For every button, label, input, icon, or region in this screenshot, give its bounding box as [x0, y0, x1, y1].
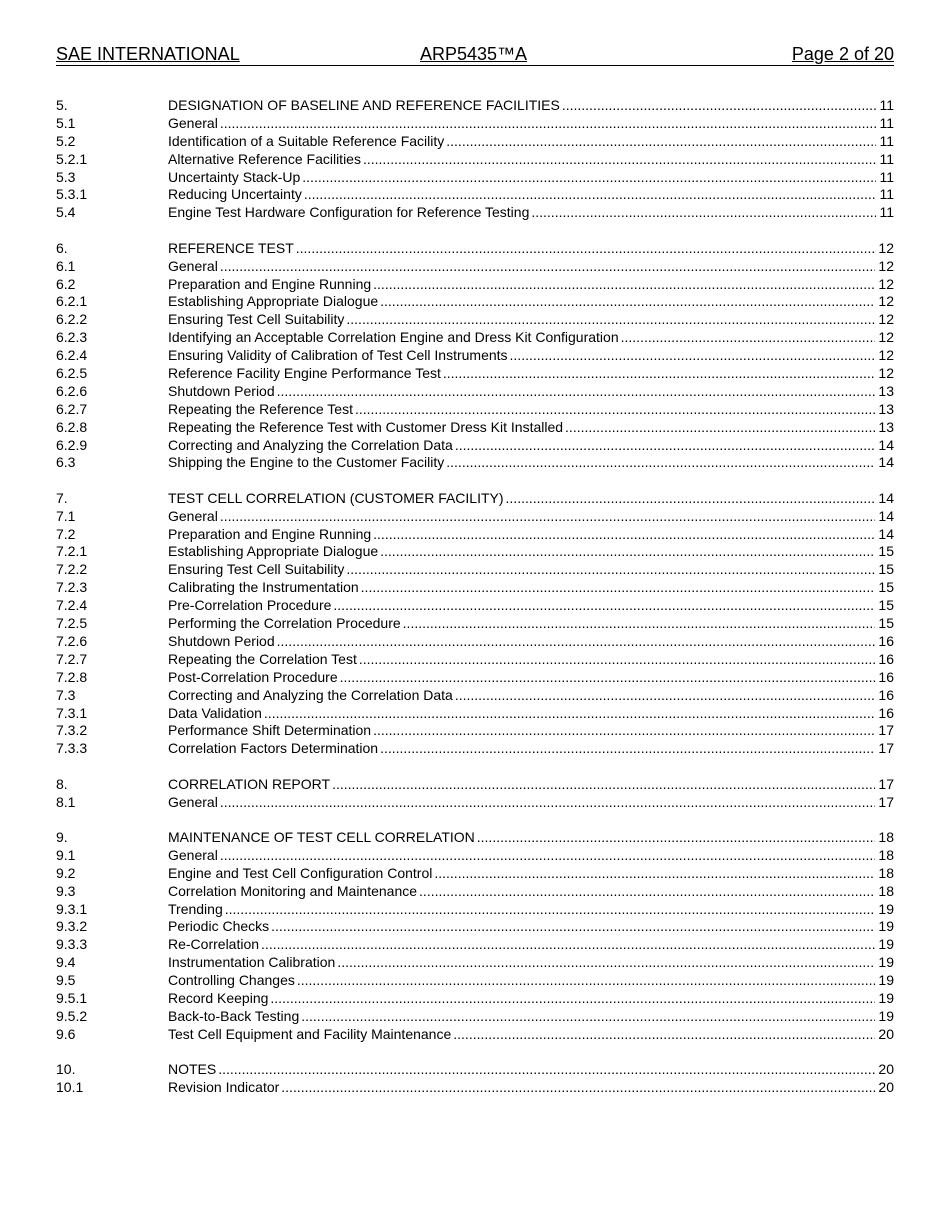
toc-entry-title: Engine and Test Cell Configuration Control .....	[168, 865, 434, 881]
toc-section	[56, 490, 894, 758]
toc-entry-title: Performing the Correlation Procedure .....	[168, 615, 403, 631]
toc-entry-body	[168, 383, 894, 401]
toc-entry-body	[168, 543, 894, 561]
toc-entry-title: Post-Correlation Procedure .....	[168, 669, 340, 685]
toc-entry-number: 7.2.4	[56, 597, 88, 614]
toc-entry-title: NOTES .....	[168, 1061, 218, 1077]
toc-entry-title: Trending .....	[168, 901, 225, 917]
toc-entry-title: Alternative Reference Facilities .....	[168, 151, 363, 167]
toc-entry-body	[168, 883, 894, 901]
toc-entry-number: 10.1	[56, 1079, 84, 1096]
toc-entry-number: 7.3.2	[56, 722, 88, 739]
toc-entry-page: 18	[875, 829, 894, 847]
toc-entry-body	[168, 186, 894, 204]
toc-entry-number: 6.2.1	[56, 293, 88, 310]
toc-entry[interactable]	[56, 383, 894, 401]
toc-entry-body	[168, 597, 894, 615]
toc-entry-title: General .....	[168, 508, 220, 524]
toc-entry[interactable]	[56, 151, 894, 169]
toc-entry-title: Preparation and Engine Running .....	[168, 526, 373, 542]
toc-entry-page: 14	[875, 508, 894, 526]
toc-entry-body	[168, 918, 894, 936]
toc-entry-page: 17	[875, 794, 894, 812]
toc-entry-page: 16	[875, 669, 894, 687]
toc-entry-number: 5.3.1	[56, 186, 88, 203]
toc-entry[interactable]	[56, 115, 894, 133]
toc-entry-page: 14	[875, 490, 894, 508]
toc-entry[interactable]	[56, 240, 894, 258]
toc-entry[interactable]	[56, 776, 894, 794]
toc-entry-title: Repeating the Reference Test with Customer Dress Kit Installed .....	[168, 419, 565, 435]
toc-entry-number: 7.3	[56, 686, 76, 703]
toc-entry-page: 12	[875, 276, 894, 294]
toc-entry-title: Reference Facility Engine Performance Test .....	[168, 365, 443, 381]
toc-entry-body	[168, 865, 894, 883]
toc-entry[interactable]	[56, 722, 894, 740]
toc-entry-body	[168, 311, 894, 329]
toc-entry-number: 7.2.7	[56, 650, 88, 667]
toc-entry-page: 19	[875, 990, 894, 1008]
toc-entry-title: Calibrating the Instrumentation .....	[168, 579, 361, 595]
toc-entry[interactable]	[56, 651, 894, 669]
toc-entry[interactable]	[56, 347, 894, 365]
toc-entry-page: 19	[875, 954, 894, 972]
toc-entry-page: 11	[876, 151, 894, 169]
toc-entry-page: 14	[875, 526, 894, 544]
toc-entry-body	[168, 437, 894, 455]
toc-entry-number: 9.2	[56, 864, 76, 881]
toc-entry-page: 16	[875, 633, 894, 651]
toc-entry[interactable]	[56, 437, 894, 455]
toc-section	[56, 240, 894, 473]
toc-entry[interactable]	[56, 883, 894, 901]
toc-entry-body	[168, 508, 894, 526]
toc-entry-title: DESIGNATION OF BASELINE AND REFERENCE FACILITIES .....	[168, 97, 562, 113]
toc-entry-title: Reducing Uncertainty .....	[168, 186, 304, 202]
toc-entry-body	[168, 293, 894, 311]
header-document-number: ARP5435™A	[420, 44, 528, 64]
toc-entry-number: 9.3.3	[56, 936, 88, 953]
toc-entry-number: 6.2.5	[56, 364, 88, 381]
toc-entry-body	[168, 1061, 894, 1079]
toc-entry-page: 18	[875, 883, 894, 901]
toc-entry-body	[168, 794, 894, 812]
toc-entry-page: 11	[876, 97, 894, 115]
toc-entry-title: Uncertainty Stack-Up .....	[168, 169, 302, 185]
toc-entry-page: 16	[875, 705, 894, 723]
toc-entry-number: 7.3.3	[56, 740, 88, 757]
toc-entry-title: Establishing Appropriate Dialogue .....	[168, 543, 380, 559]
toc-entry-title: Repeating the Reference Test .....	[168, 401, 355, 417]
toc-entry[interactable]	[56, 615, 894, 633]
toc-entry-title: Performance Shift Determination .....	[168, 722, 373, 738]
toc-entry[interactable]	[56, 204, 894, 222]
toc-entry[interactable]	[56, 794, 894, 812]
toc-entry[interactable]	[56, 705, 894, 723]
toc-entry-page: 15	[875, 561, 894, 579]
toc-entry-title: General .....	[168, 794, 220, 810]
toc-entry-page: 18	[875, 847, 894, 865]
toc-entry-number: 5.3	[56, 168, 76, 185]
toc-entry-title: Identification of a Suitable Reference Facility .....	[168, 133, 446, 149]
toc-entry-title: General .....	[168, 115, 220, 131]
toc-entry[interactable]	[56, 990, 894, 1008]
toc-entry-title: Controlling Changes .....	[168, 972, 297, 988]
toc-entry-number: 5.2	[56, 132, 76, 149]
toc-entry-page: 12	[875, 347, 894, 365]
toc-entry-body	[168, 401, 894, 419]
toc-entry-body	[168, 615, 894, 633]
toc-entry-body	[168, 97, 894, 115]
toc-entry-number: 6.2.8	[56, 418, 88, 435]
toc-entry-page: 15	[875, 579, 894, 597]
toc-entry-number: 6.	[56, 239, 68, 256]
toc-entry[interactable]	[56, 597, 894, 615]
toc-entry-body	[168, 1008, 894, 1026]
toc-entry-title: Re-Correlation .....	[168, 936, 261, 952]
toc-entry-body	[168, 633, 894, 651]
toc-entry-title: Ensuring Test Cell Suitability .....	[168, 311, 346, 327]
toc-entry[interactable]	[56, 133, 894, 151]
toc-entry-body	[168, 115, 894, 133]
toc-entry-page: 14	[875, 437, 894, 455]
toc-entry-body	[168, 847, 894, 865]
toc-entry[interactable]	[56, 311, 894, 329]
toc-entry[interactable]	[56, 847, 894, 865]
toc-entry-body	[168, 972, 894, 990]
toc-entry-page: 15	[875, 597, 894, 615]
toc-entry-title: Revision Indicator .....	[168, 1079, 281, 1095]
toc-entry-body	[168, 936, 894, 954]
toc-entry-page: 12	[875, 258, 894, 276]
toc-entry-page: 12	[875, 365, 894, 383]
toc-entry-page: 19	[875, 901, 894, 919]
toc-entry-number: 9.4	[56, 954, 76, 971]
toc-entry-page: 19	[875, 972, 894, 990]
toc-entry-number: 9.5.1	[56, 989, 88, 1006]
toc-entry-title: Ensuring Validity of Calibration of Test Cell Instruments .....	[168, 347, 510, 363]
toc-entry-title: Shutdown Period .....	[168, 633, 277, 649]
toc-entry-number: 7.2.1	[56, 543, 88, 560]
toc-entry-body	[168, 561, 894, 579]
toc-entry[interactable]	[56, 865, 894, 883]
toc-entry[interactable]	[56, 561, 894, 579]
toc-entry-title: Engine Test Hardware Configuration for Reference Testing .....	[168, 204, 531, 220]
toc-entry-body	[168, 276, 894, 294]
toc-entry-body	[168, 954, 894, 972]
toc-entry-body	[168, 419, 894, 437]
toc-entry-number: 6.2.3	[56, 329, 88, 346]
toc-entry[interactable]	[56, 1079, 894, 1097]
toc-entry[interactable]	[56, 740, 894, 758]
toc-entry-page: 16	[875, 651, 894, 669]
toc-entry-page: 11	[876, 133, 894, 151]
toc-entry-page: 20	[875, 1026, 894, 1044]
toc-entry-number: 9.5.2	[56, 1007, 88, 1024]
toc-entry-title: Correcting and Analyzing the Correlation Data .....	[168, 687, 455, 703]
toc-entry-page: 13	[875, 401, 894, 419]
toc-entry-body	[168, 258, 894, 276]
toc-entry-number: 9.3.1	[56, 900, 88, 917]
toc-entry-page: 19	[875, 918, 894, 936]
toc-entry-page: 17	[875, 722, 894, 740]
toc-entry-page: 13	[875, 383, 894, 401]
toc-entry-body	[168, 526, 894, 544]
toc-entry-body	[168, 151, 894, 169]
toc-entry[interactable]	[56, 687, 894, 705]
toc-entry[interactable]	[56, 365, 894, 383]
toc-entry-title: Correcting and Analyzing the Correlation Data .....	[168, 437, 455, 453]
toc-entry-body	[168, 133, 894, 151]
toc-entry-number: 7.3.1	[56, 704, 88, 721]
toc-entry-page: 15	[875, 615, 894, 633]
toc-entry-number: 5.4	[56, 204, 76, 221]
toc-entry-number: 9.1	[56, 846, 76, 863]
toc-entry[interactable]	[56, 936, 894, 954]
toc-entry-page: 16	[875, 687, 894, 705]
toc-entry[interactable]	[56, 490, 894, 508]
toc-entry-page: 18	[875, 865, 894, 883]
table-of-contents	[56, 97, 894, 1114]
toc-entry-number: 6.2.9	[56, 436, 88, 453]
toc-entry[interactable]	[56, 633, 894, 651]
toc-entry-page: 14	[875, 454, 894, 472]
toc-entry-body	[168, 169, 894, 187]
toc-entry-number: 6.2.6	[56, 382, 88, 399]
toc-entry-number: 7.2.6	[56, 632, 88, 649]
toc-entry-number: 7.2.5	[56, 615, 88, 632]
toc-section	[56, 776, 894, 812]
toc-entry-body	[168, 579, 894, 597]
toc-entry[interactable]	[56, 1026, 894, 1044]
toc-entry[interactable]	[56, 186, 894, 204]
toc-entry-body	[168, 705, 894, 723]
toc-entry-title: Identifying an Acceptable Correlation Engine and Dress Kit Configuration .....	[168, 329, 621, 345]
toc-entry[interactable]	[56, 669, 894, 687]
toc-entry-number: 6.2.2	[56, 311, 88, 328]
toc-entry-number: 5.	[56, 97, 68, 113]
toc-entry[interactable]	[56, 293, 894, 311]
page-header	[56, 43, 894, 66]
toc-entry-page: 15	[875, 543, 894, 561]
toc-entry-page: 11	[876, 186, 894, 204]
toc-entry-number: 8.	[56, 775, 68, 792]
toc-entry-body	[168, 901, 894, 919]
toc-entry[interactable]	[56, 454, 894, 472]
toc-entry-title: General .....	[168, 847, 220, 863]
toc-entry-body	[168, 829, 894, 847]
toc-entry[interactable]	[56, 1061, 894, 1079]
toc-entry-number: 7.1	[56, 507, 76, 524]
header-organization: SAE INTERNATIONAL	[56, 44, 240, 64]
toc-entry-number: 7.2.3	[56, 579, 88, 596]
toc-entry-title: Test Cell Equipment and Facility Maintenance .....	[168, 1026, 453, 1042]
toc-entry[interactable]	[56, 579, 894, 597]
toc-entry[interactable]	[56, 526, 894, 544]
toc-entry[interactable]	[56, 258, 894, 276]
toc-entry-title: Establishing Appropriate Dialogue .....	[168, 293, 380, 309]
toc-entry-body	[168, 776, 894, 794]
toc-entry[interactable]	[56, 954, 894, 972]
toc-entry-body	[168, 687, 894, 705]
toc-entry[interactable]	[56, 901, 894, 919]
toc-entry-title: Back-to-Back Testing .....	[168, 1008, 301, 1024]
toc-section	[56, 97, 894, 222]
toc-entry-title: Correlation Monitoring and Maintenance .....	[168, 883, 419, 899]
toc-entry[interactable]	[56, 401, 894, 419]
toc-entry-body	[168, 1026, 894, 1044]
toc-entry[interactable]	[56, 276, 894, 294]
toc-entry[interactable]	[56, 329, 894, 347]
toc-entry-number: 9.3.2	[56, 918, 88, 935]
toc-entry-number: 7.2	[56, 525, 76, 542]
toc-entry-number: 8.1	[56, 793, 76, 810]
toc-entry[interactable]	[56, 169, 894, 187]
toc-entry-title: CORRELATION REPORT .....	[168, 776, 332, 792]
toc-entry-number: 6.2	[56, 275, 76, 292]
toc-entry[interactable]	[56, 829, 894, 847]
toc-entry-page: 17	[875, 776, 894, 794]
toc-entry-number: 6.3	[56, 454, 76, 471]
toc-entry-title: Instrumentation Calibration .....	[168, 954, 337, 970]
toc-entry-number: 7.	[56, 489, 68, 506]
toc-entry-title: Periodic Checks .....	[168, 918, 271, 934]
toc-entry-body	[168, 490, 894, 508]
toc-entry-body	[168, 329, 894, 347]
toc-entry[interactable]	[56, 918, 894, 936]
toc-entry-number: 5.2.1	[56, 150, 88, 167]
toc-entry-page: 13	[875, 419, 894, 437]
toc-entry-title: Ensuring Test Cell Suitability .....	[168, 561, 346, 577]
toc-entry-page: 19	[875, 1008, 894, 1026]
toc-entry-title: Preparation and Engine Running .....	[168, 276, 373, 292]
toc-entry-number: 9.5	[56, 972, 76, 989]
toc-entry-body	[168, 669, 894, 687]
toc-entry-page: 11	[876, 169, 894, 187]
toc-entry[interactable]	[56, 543, 894, 561]
toc-entry-number: 7.2.2	[56, 561, 88, 578]
toc-entry-number: 9.6	[56, 1025, 76, 1042]
toc-entry-title: General .....	[168, 258, 220, 274]
toc-entry-body	[168, 722, 894, 740]
toc-entry-number: 6.2.7	[56, 400, 88, 417]
toc-entry-body	[168, 1079, 894, 1097]
toc-entry[interactable]	[56, 1008, 894, 1026]
toc-entry-page: 12	[875, 329, 894, 347]
toc-entry-title: Correlation Factors Determination .....	[168, 740, 380, 756]
toc-entry-number: 5.1	[56, 114, 76, 131]
toc-entry[interactable]	[56, 419, 894, 437]
toc-entry-number: 9.3	[56, 882, 76, 899]
toc-entry-body	[168, 204, 894, 222]
toc-entry-number: 7.2.8	[56, 668, 88, 685]
toc-entry-title: Record Keeping .....	[168, 990, 270, 1006]
toc-entry[interactable]	[56, 972, 894, 990]
toc-entry-page: 12	[875, 293, 894, 311]
toc-entry-title: Shutdown Period .....	[168, 383, 277, 399]
toc-entry[interactable]	[56, 508, 894, 526]
toc-entry-body	[168, 454, 894, 472]
toc-entry-title: Repeating the Correlation Test .....	[168, 651, 359, 667]
toc-entry-page: 17	[875, 740, 894, 758]
toc-entry-page: 20	[875, 1079, 894, 1097]
toc-entry-number: 6.1	[56, 257, 76, 274]
toc-section	[56, 829, 894, 1044]
toc-entry-title: Data Validation .....	[168, 705, 264, 721]
toc-entry-body	[168, 651, 894, 669]
toc-entry-body	[168, 990, 894, 1008]
toc-entry-page: 11	[876, 204, 894, 222]
toc-entry-body	[168, 740, 894, 758]
toc-entry-page: 20	[875, 1061, 894, 1079]
toc-entry-body	[168, 365, 894, 383]
toc-entry-number: 10.	[56, 1061, 76, 1078]
toc-entry-title: TEST CELL CORRELATION (CUSTOMER FACILITY) .....	[168, 490, 506, 506]
toc-entry-title: Shipping the Engine to the Customer Facility .....	[168, 454, 446, 470]
toc-entry-number: 9.	[56, 828, 68, 845]
toc-entry-page: 11	[876, 115, 894, 133]
toc-section	[56, 1061, 894, 1097]
toc-entry-page: 19	[875, 936, 894, 954]
toc-entry-page: 12	[875, 240, 894, 258]
toc-entry-body	[168, 240, 894, 258]
toc-entry-title: REFERENCE TEST .....	[168, 240, 296, 256]
toc-entry-body	[168, 347, 894, 365]
toc-entry-number: 6.2.4	[56, 347, 88, 364]
toc-entry-title: Pre-Correlation Procedure .....	[168, 597, 333, 613]
toc-entry[interactable]	[56, 97, 894, 115]
header-page-number: Page 2 of 20	[791, 44, 894, 64]
toc-entry-page: 12	[875, 311, 894, 329]
toc-entry-title: MAINTENANCE OF TEST CELL CORRELATION .....	[168, 829, 477, 845]
